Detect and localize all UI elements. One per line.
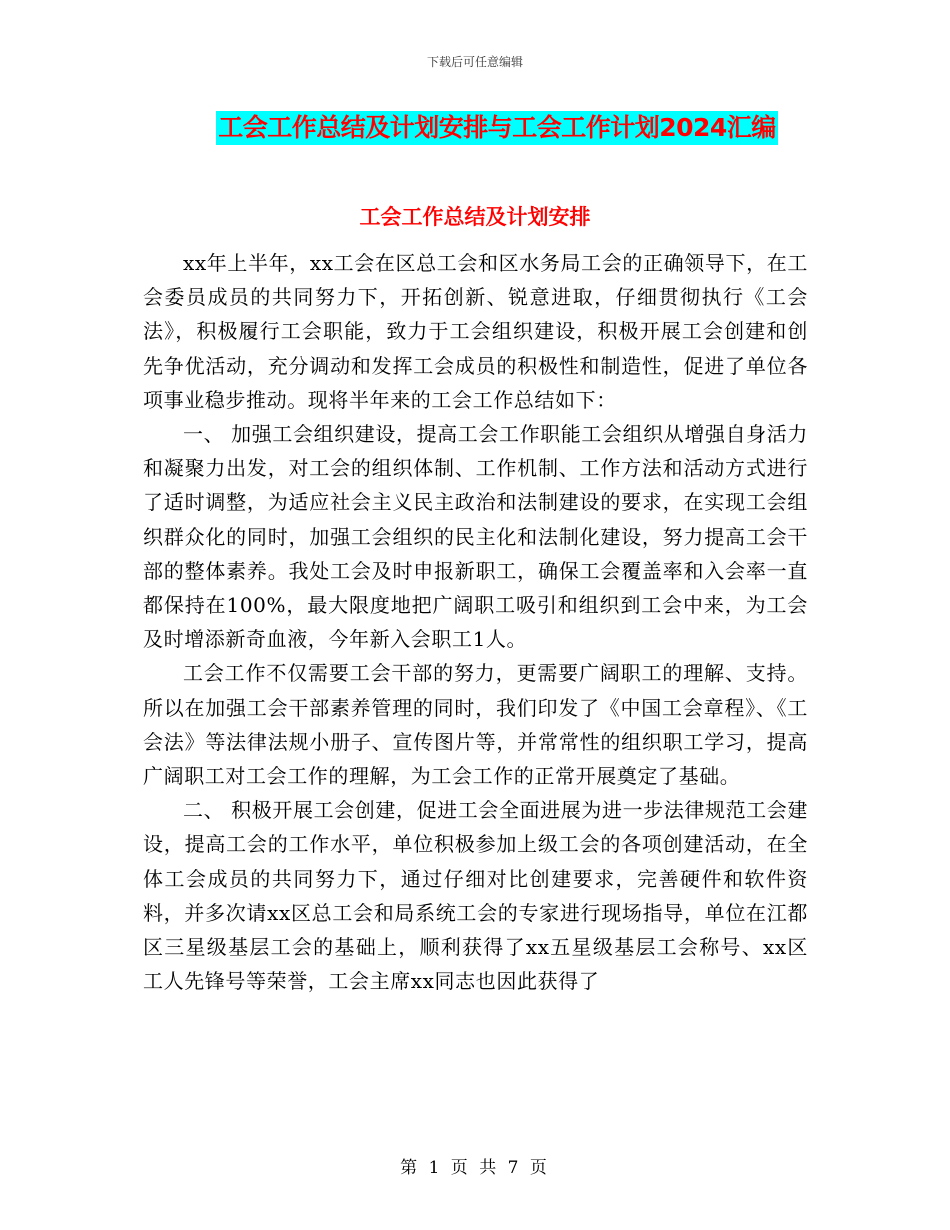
paragraph: xx年上半年，xx工会在区总工会和区水务局工会的正确领导下，在工会委员成员的共同努力下，开拓创新、锐意进取，仔细贯彻执行《工会法》，积极履行工会职能，致力于工会组织建设，积极开展工会创建和创先争优活动，充分调动和发挥工会成员的积极性和制造性，促进了单位各项事业稳步推动。现将半年来的工会工作总结如下： — [143, 251, 808, 412]
paragraph: 二、 积极开展工会创建，促进工会全面进展为进一步法律规范工会建设，提高工会的工作水平，单位积极参加上级工会的各项创建活动，在全体工会成员的共同努力下，通过仔细对比创建要求，完善硬件和软件资料，并多次请xx区总工会和局系统工会的专家进行现场指导，单位在江都区三星级基层工会的基础上，顺利获得了xx五星级基层工会称号、xx区工人先锋号等荣誉，工会主席xx同志也因此获得了 — [143, 798, 808, 994]
page-number-footer: 第 1 页 共 7 页 — [400, 1158, 550, 1178]
document-title: 工会工作总结及计划安排与工会工作计划2024汇编 — [216, 111, 778, 145]
page-header-note: 下载后可任意编辑 — [426, 55, 523, 69]
paragraph: 一、 加强工会组织建设，提高工会工作职能工会组织从增强自身活力和凝聚力出发，对工会的组织体制、工作机制、工作方法和活动方式进行了适时调整，为适应社会主义民主政治和法制建设的要求，在实现工会组织群众化的同时，加强工会组织的民主化和法制化建设，努力提高工会干部的整体素养。我处工会及时申报新职工，确保工会覆盖率和入会率一直都保持在100%，最大限度地把广阔职工吸引和组织到工会中来，为工会及时增添新奇血液，今年新入会职工1人。 — [143, 422, 808, 652]
paragraph: 工会工作不仅需要工会干部的努力，更需要广阔职工的理解、支持。所以在加强工会干部素养管理的同时，我们印发了《中国工会章程》、《工会法》等法律法规小册子、宣传图片等，并常常性的组织职工学习，提高广阔职工对工会工作的理解，为工会工作的正常开展奠定了基础。 — [143, 661, 808, 789]
document-title-container — [0, 111, 950, 145]
section-title: 工会工作总结及计划安排 — [359, 205, 591, 229]
document-body — [143, 246, 808, 998]
